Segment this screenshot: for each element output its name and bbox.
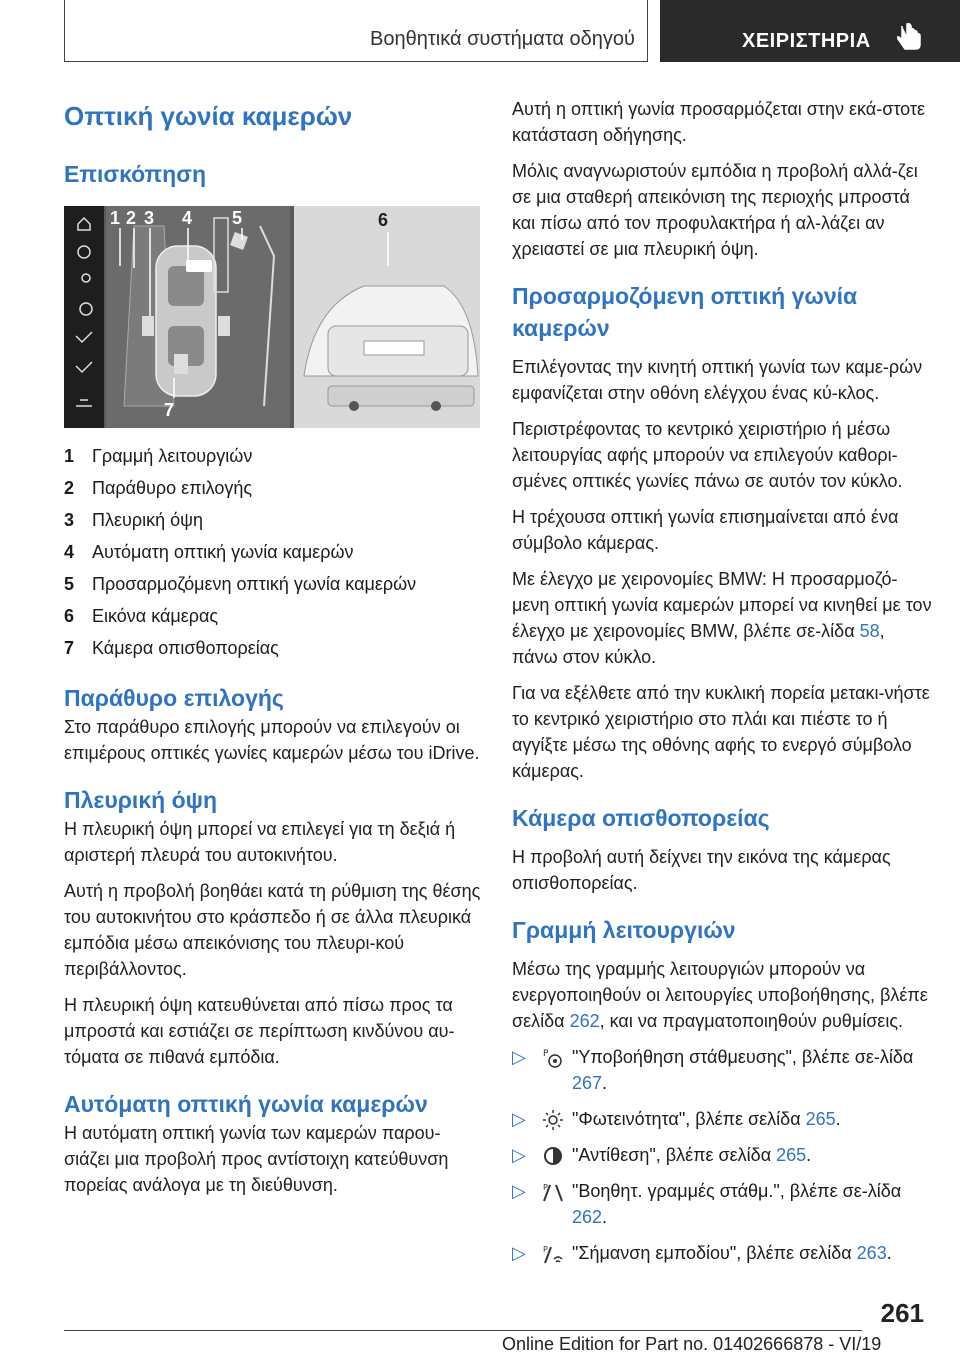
adaptive-view-text-5: Για να εξέλθετε από την κυκλική πορεία μετακι-νήστε το κεντρικό χειριστήριο στο πλάι και πιέστε το ή αγγίξτε μέσω της οθόνης αφής το ενεργό σύμβολο κάμερας. xyxy=(512,683,930,781)
function-bar-text: Μέσω της γραμμής λειτουργιών μπορούν να ενεργοποιηθούν οι λειτουργίες υποβοήθησης, βλέπε σελίδα 262, και να πραγματοποιηθούν ρυθμίσεις. xyxy=(512,959,928,1031)
bullet-arrow-icon: ▷ xyxy=(512,1145,526,1165)
page-number: 261 xyxy=(880,1298,924,1328)
page-link-267[interactable]: 267 xyxy=(572,1073,603,1093)
obstacle-marking-icon xyxy=(542,1240,572,1266)
legend-item: 4 Αυτόματη οπτική γωνία καμερών xyxy=(64,542,354,562)
overview-heading: Επισκόπηση xyxy=(64,161,206,187)
selection-window-heading: Παράθυρο επιλογής xyxy=(64,685,284,711)
legend-item: 3 Πλευρική όψη xyxy=(64,510,203,530)
right-column xyxy=(512,96,932,1266)
legend-item: 2 Παράθυρο επιλογής xyxy=(64,478,253,498)
page-link-262[interactable]: 262 xyxy=(569,1011,600,1031)
legend-item: 5 Προσαρμοζόμενη οπτική γωνία καμερών xyxy=(64,574,417,594)
chapter-tab xyxy=(660,0,960,62)
contrast-icon xyxy=(542,1142,572,1168)
auto-view-text-2: Αυτή η οπτική γωνία προσαρμόζεται στην εκά-στοτε κατάσταση οδήγησης. xyxy=(512,99,926,145)
adaptive-view-text-3: Η τρέχουσα οπτική γωνία επισημαίνεται από ένα σύμβολο κάμερας. xyxy=(512,507,899,553)
adaptive-view-heading: Προσαρμοζόμενη οπτική γωνία καμερών xyxy=(512,283,858,341)
svg-text:P: P xyxy=(543,1183,548,1192)
page-link-262b[interactable]: 262 xyxy=(572,1207,603,1227)
legend-item: 6 Εικόνα κάμερας xyxy=(64,606,219,626)
bullet-park-assist: ▷ P "Υποβοήθηση στάθμευσης", βλέπε σε-λίδα 267. xyxy=(512,1044,932,1096)
callout-6: 6 xyxy=(378,210,389,230)
legend-item: 7 Κάμερα οπισθοπορείας xyxy=(64,638,279,658)
side-view-text-1: Η πλευρική όψη μπορεί να επιλεγεί για τη δεξιά ή αριστερή πλευρά του αυτοκινήτου. xyxy=(64,819,456,865)
bullet-obstacle-marking: ▷ P "Σήμανση εμποδίου", βλέπε σελίδα 263. xyxy=(512,1240,932,1266)
header-left-box xyxy=(64,0,648,62)
page-link-58[interactable]: 58 xyxy=(859,621,880,641)
edition-footer: Online Edition for Part no. 01402666878 - VI/19 xyxy=(502,1334,882,1354)
callout-5: 5 xyxy=(232,208,243,228)
callout-2: 2 xyxy=(126,208,137,228)
auto-view-text: Η αυτόματη οπτική γωνία των καμερών παρου-σιάζει μια προβολή προς αντίστοιχη κατεύθυνση πορείας ανάλογα με τη διεύθυνση. xyxy=(64,1123,449,1195)
page-link-265b[interactable]: 265 xyxy=(776,1145,807,1165)
svg-text:P: P xyxy=(543,1245,548,1254)
callout-1: 1 xyxy=(110,208,121,228)
bullet-contrast: ▷ "Αντίθεση", βλέπε σελίδα 265. xyxy=(512,1142,932,1168)
auto-view-heading: Αυτόματη οπτική γωνία καμερών xyxy=(64,1091,428,1117)
left-column xyxy=(64,96,484,1198)
footer-rule xyxy=(64,1330,862,1331)
callout-4: 4 xyxy=(182,208,193,228)
auto-view-text-3: Μόλις αναγνωριστούν εμπόδια η προβολή αλλά-ζει σε μια σταθερή απεικόνιση της περιοχής μπροστά και πίσω από τον προφυλακτήρα ή αλ-λάζει αν χρειαστεί σε μια πλευρική όψη. xyxy=(512,161,918,259)
callout-3: 3 xyxy=(144,208,155,228)
side-view-heading: Πλευρική όψη xyxy=(64,787,218,813)
bullet-arrow-icon: ▷ xyxy=(512,1243,526,1263)
camera-view-figure xyxy=(64,206,480,428)
adaptive-view-text-1: Επιλέγοντας την κινητή οπτική γωνία των καμε-ρών εμφανίζεται στην οθόνη ελέγχου ένας κύ-κλος. xyxy=(512,357,923,403)
legend-item: 1 Γραμμή λειτουργιών xyxy=(64,446,253,466)
hand-touch-icon xyxy=(896,22,924,52)
page-link-265[interactable]: 265 xyxy=(805,1109,836,1129)
side-view-text-3: Η πλευρική όψη κατευθύνεται από πίσω προς τα μπροστά και εστιάζει σε περίπτωση κινδύνου αυ-τόματα σε πιθανά εμπόδια. xyxy=(64,995,455,1067)
bullet-brightness: ▷ "Φωτεινότητα", βλέπε σελίδα 265. xyxy=(512,1106,932,1132)
bullet-arrow-icon: ▷ xyxy=(512,1181,526,1201)
chapter-label: ΧΕΙΡΙΣΤΗΡΙΑ xyxy=(742,30,871,52)
function-bar-heading: Γραμμή λειτουργιών xyxy=(512,917,736,943)
brightness-icon xyxy=(542,1106,572,1132)
callout-7: 7 xyxy=(164,400,175,420)
adaptive-view-text-4: Με έλεγχο με χειρονομίες BMW: Η προσαρμοζό-μενη οπτική γωνία καμερών μπορεί να κινηθεί με τον έλεγχο με χειρονομίες BMW, βλέπε σε-λίδα 58, πάνω στον κύκλο. xyxy=(512,569,932,667)
adaptive-view-text-2: Περιστρέφοντας το κεντρικό χειριστήριο ή μέσω λειτουργίας αφής μπορούν να επιλεγούν καθορι-σμένες οπτικές γωνίες πάνω σε αυτόν τον κύκλο. xyxy=(512,419,903,491)
selection-window-text: Στο παράθυρο επιλογής μπορούν να επιλεγούν οι επιμέρους οπτικές γωνίες καμερών μέσω του iDrive. xyxy=(64,717,480,763)
figure-legend xyxy=(64,440,484,664)
camera-screen-illustration xyxy=(64,206,480,428)
bullet-arrow-icon: ▷ xyxy=(512,1047,526,1067)
rear-camera-heading: Κάμερα οπισθοπορείας xyxy=(512,805,770,831)
bullet-arrow-icon: ▷ xyxy=(512,1109,526,1129)
main-title: Οπτική γωνία καμερών xyxy=(64,101,353,131)
page-link-263[interactable]: 263 xyxy=(856,1243,887,1263)
section-title: Βοηθητικά συστήματα οδηγού xyxy=(370,28,635,50)
park-assist-icon xyxy=(542,1044,572,1096)
rear-camera-text: Η προβολή αυτή δείχνει την εικόνα της κάμερας οπισθοπορείας. xyxy=(512,847,891,893)
svg-text:P: P xyxy=(543,1049,549,1059)
bullet-parking-lines: ▷ P "Βοηθητ. γραμμές στάθμ.", βλέπε σε-λίδα 262. xyxy=(512,1178,932,1230)
parking-lines-icon xyxy=(542,1178,572,1230)
side-view-text-2: Αυτή η προβολή βοηθάει κατά τη ρύθμιση της θέσης του αυτοκινήτου στο κράσπεδο ή σε άλλα πλευρικά εμπόδια μέσω απεικόνισης του πλευρι-κού περιβάλλοντος. xyxy=(64,881,481,979)
